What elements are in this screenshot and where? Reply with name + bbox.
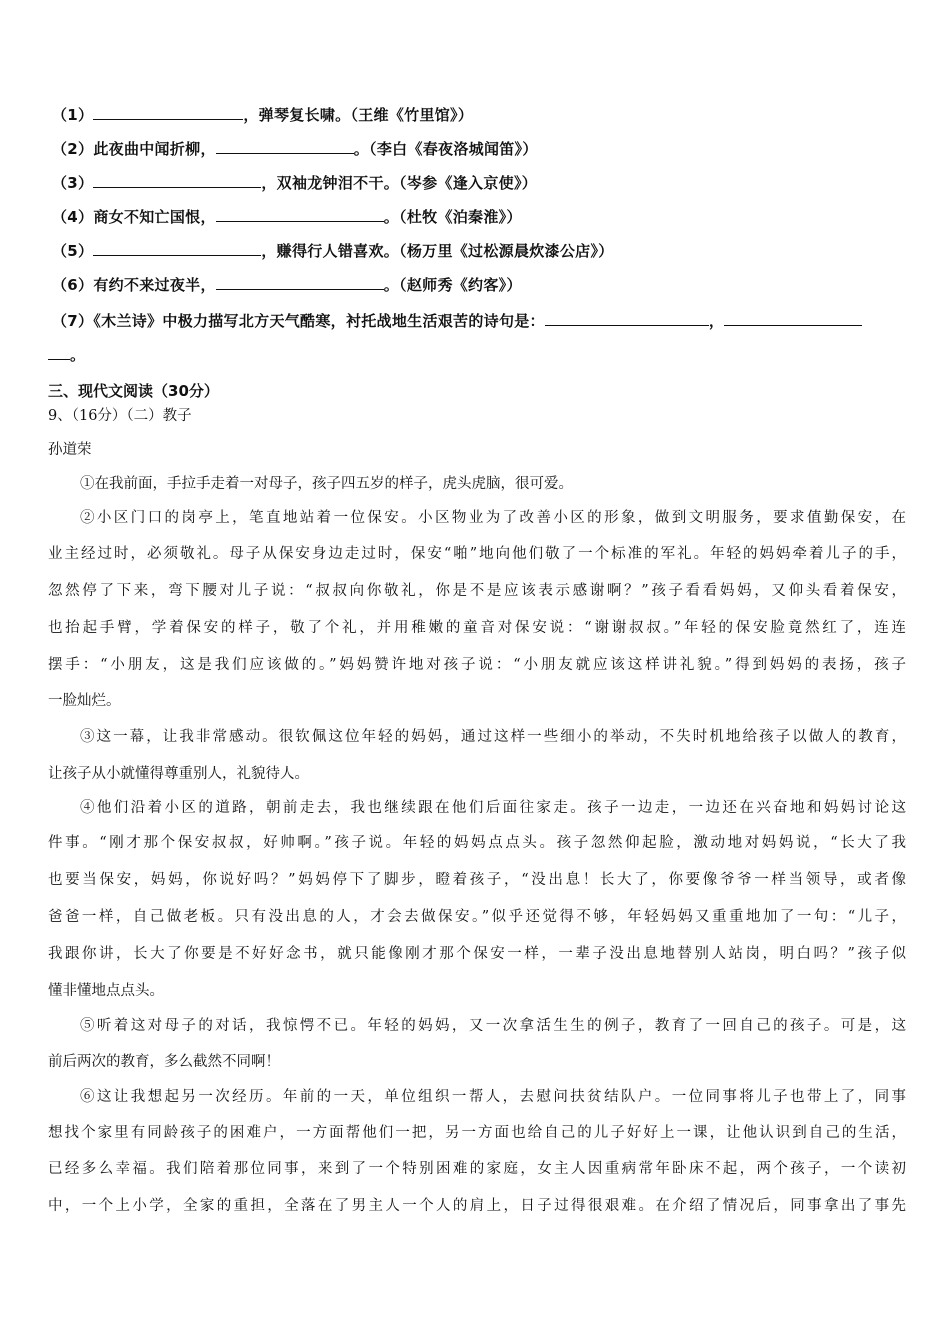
paragraph-line: 也要当保安，妈妈，你说好吗？”妈妈停下了脚步，瞪着孩子，“没出息！长大了，你要像爷爷一样当领导，或者像 [48, 872, 906, 888]
section-title: 三、现代文阅读（30分） [48, 382, 219, 400]
paragraph-line: 已经多么幸福。我们陪着那位同事，来到了一个特别困难的家庭，女主人因重病常年卧床不起，两个孩子，一个读初 [48, 1161, 906, 1177]
paragraph-line: ①在我前面，手拉手走着一对母子，孩子四五岁的样子，虎头虎脑，很可爱。 [80, 476, 573, 492]
item-text: 。 [70, 346, 86, 364]
paragraph-line: ②小区门口的岗亭上，笔直地站着一位保安。小区物业为了改善小区的形象，做到文明服务，要求值勤保安，在 [80, 510, 906, 526]
fill-item-7 [52, 310, 862, 331]
paragraph-line: 前后两次的教育，多么截然不同啊！ [48, 1054, 280, 1070]
item-text: 。（赵师秀《约客》） [383, 276, 522, 294]
paragraph-line: ③这一幕，让我非常感动。很钦佩这位年轻的妈妈，通过这样一些细小的举动，不失时机地给孩子以做人的教育， [80, 729, 906, 745]
paragraph-line: 也抬起手臂，学着保安的样子，敬了个礼，并用稚嫩的童音对保安说：“谢谢叔叔。”年轻的保安脸竟然红了，连连 [48, 620, 906, 636]
paragraph-line: 忽然停了下来，弯下腰对儿子说：“叔叔向你敬礼，你是不是应该表示感谢啊？”孩子看看妈妈，又仰头看着保安， [48, 583, 906, 599]
paragraph-line: 想找个家里有同龄孩子的困难户，一方面帮他们一把，另一方面也给自己的儿子好好上一课，让他认识到自己的生活， [48, 1125, 906, 1141]
fill-item-2 [52, 138, 538, 159]
paragraph-line: 一脸灿烂。 [48, 693, 121, 709]
fill-item-5 [52, 240, 614, 261]
item-number: （1） [52, 106, 94, 124]
item-text: 。（李白《春夜洛城闻笛》） [353, 140, 538, 158]
item-text: 有约不来过夜半， [93, 276, 216, 294]
paragraph-line: ⑤听着这对母子的对话，我惊愕不已。年轻的妈妈，又一次拿活生生的例子，教育了一回自己的孩子。可是，这 [80, 1018, 906, 1034]
paragraph-line: 中，一个上小学，全家的重担，全落在了男主人一个人的肩上，日子过得很艰难。在介绍了情况后，同事拿出了事先 [48, 1198, 906, 1214]
item-text: ，赚得行人错喜欢。（杨万里《过松源晨炊漆公店》） [261, 242, 614, 260]
paragraph-line: 爸爸一样，自己做老板。只有没出息的人，才会去做保安。”似乎还觉得不够，年轻妈妈又重重地加了一句：“儿子， [48, 909, 906, 925]
answer-blank[interactable] [48, 345, 70, 360]
item-number: （3） [52, 174, 94, 192]
item-text: ， [708, 312, 725, 330]
item-text: 。（杜牧《泊秦淮》） [383, 208, 522, 226]
item-text: ，双袖龙钟泪不干。（岑参《逢入京使》） [261, 174, 538, 192]
answer-blank[interactable] [93, 173, 261, 188]
item-text: 此夜曲中闻折柳， [93, 140, 216, 158]
paragraph-line: 业主经过时，必须敬礼。母子从保安身边走过时，保安“啪”地向他们敬了一个标准的军礼。年轻的妈妈牵着儿子的手， [48, 546, 906, 562]
question-title: 9、（16分）（二）教子 [48, 408, 192, 424]
paragraph-line: 懂非懂地点点头。 [48, 983, 164, 999]
answer-blank[interactable] [216, 139, 354, 154]
item-number: （4） [52, 208, 94, 226]
answer-blank[interactable] [216, 207, 384, 222]
fill-item-1 [52, 104, 473, 125]
answer-blank[interactable] [93, 241, 261, 256]
answer-blank[interactable] [93, 105, 243, 120]
item-number: （7） [52, 312, 94, 330]
paragraph-line: 摆手：“小朋友，这是我们应该做的。”妈妈赞许地对孩子说：“小朋友就应该这样讲礼貌。”得到妈妈的表扬，孩子 [48, 657, 906, 673]
item-number: （2） [52, 140, 94, 158]
item-text: ，弹琴复长啸。（王维《竹里馆》） [243, 106, 474, 124]
paragraph-line: 让孩子从小就懂得尊重别人，礼貌待人。 [48, 766, 309, 782]
item-text: 《木兰诗》中极力描写北方天气酷寒，衬托战地生活艰苦的诗句是： [93, 312, 545, 330]
fill-item-7-continued [48, 344, 85, 365]
answer-blank[interactable] [545, 311, 709, 326]
item-number: （6） [52, 276, 94, 294]
paragraph-line: 件事。“刚才那个保安叔叔，好帅啊。”孩子说。年轻的妈妈点点头。孩子忽然仰起脸，激动地对妈妈说，“长大了我 [48, 835, 906, 851]
paragraph-line: ⑥这让我想起另一次经历。年前的一天，单位组织一帮人，去慰问扶贫结队户。一位同事将儿子也带上了，同事 [80, 1089, 906, 1105]
fill-item-6 [52, 274, 522, 295]
paragraph-line: ④他们沿着小区的道路，朝前走去，我也继续跟在他们后面往家走。孩子一边走，一边还在兴奋地和妈妈讨论这 [80, 800, 906, 816]
item-number: （5） [52, 242, 94, 260]
paragraph-line: 我跟你讲，长大了你要是不好好念书，就只能像刚才那个保安一样，一辈子没出息地替别人站岗，明白吗？”孩子似 [48, 946, 906, 962]
answer-blank[interactable] [724, 311, 862, 326]
author-name: 孙道荣 [48, 442, 92, 458]
item-text: 商女不知亡国恨， [93, 208, 216, 226]
fill-item-3 [52, 172, 537, 193]
answer-blank[interactable] [216, 275, 384, 290]
fill-item-4 [52, 206, 522, 227]
